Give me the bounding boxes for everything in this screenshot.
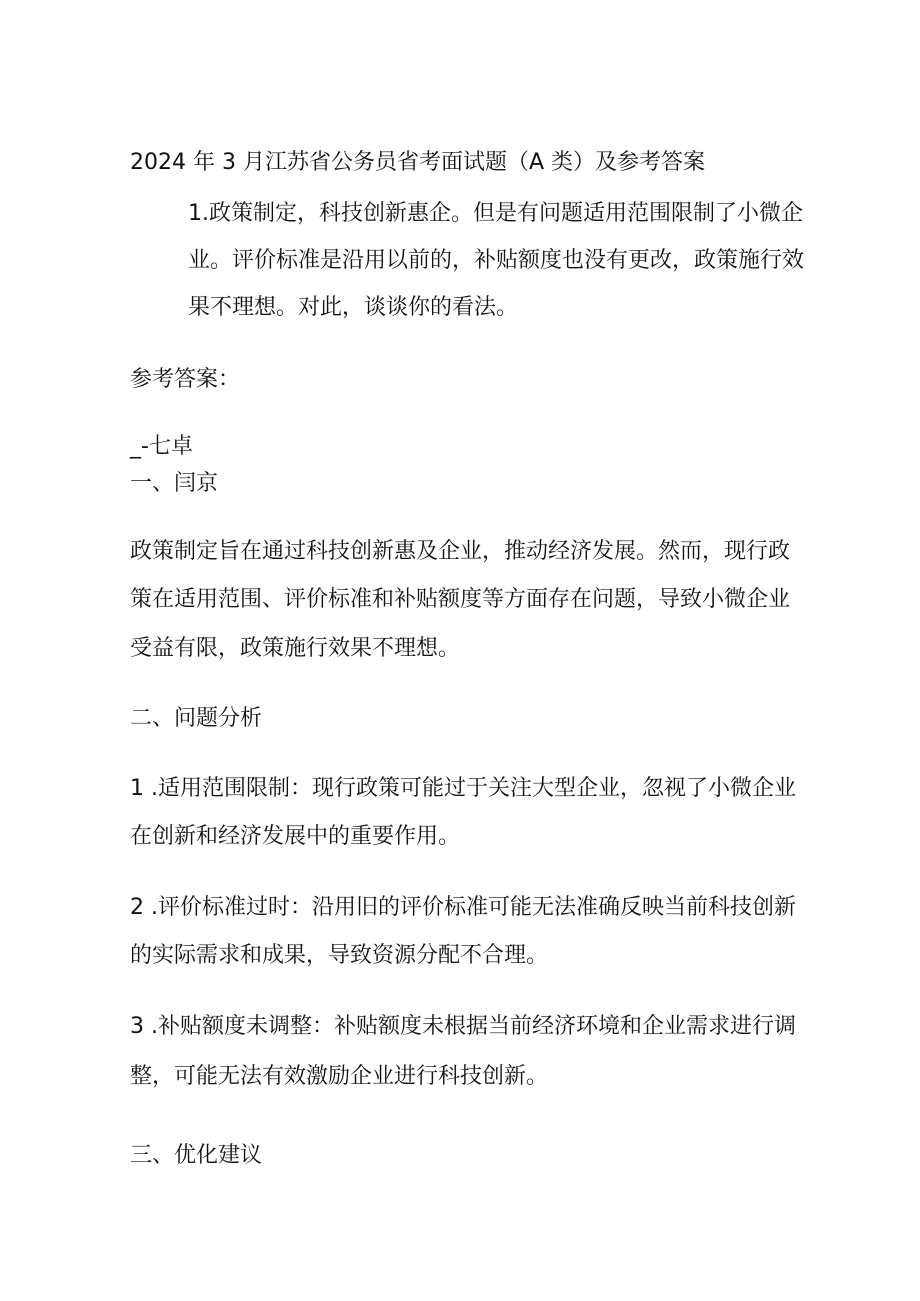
document-title: 2024 年 3 月江苏省公务员省考面试题（A 类）及参考答案 [130, 150, 706, 175]
paragraph-line: 在创新和经济发展中的重要作用。 [130, 824, 461, 849]
paragraph-line: 的实际需求和成果，导致资源分配不合理。 [130, 943, 549, 968]
paragraph-line: 受益有限，政策施行效果不理想。 [130, 636, 461, 661]
garbled-heading: _-七卓 [130, 434, 193, 459]
answer-label: 参考答案： [130, 367, 241, 392]
question-line: 1.政策制定，科技创新惠企。但是有问题适用范围限制了小微企 [188, 201, 803, 226]
question-line: 果不理想。对此，谈谈你的看法。 [188, 295, 519, 320]
section-heading: 二、问题分析 [130, 706, 263, 731]
paragraph-line: 3 .补贴额度未调整：补贴额度未根据当前经济环境和企业需求进行调 [130, 1014, 796, 1039]
paragraph-line: 政策制定旨在通过科技创新惠及企业，推动经济发展。然而，现行政 [130, 539, 791, 564]
section-heading: 三、优化建议 [130, 1143, 263, 1168]
paragraph-line: 整，可能无法有效激励企业进行科技创新。 [130, 1064, 549, 1089]
paragraph-line: 2 .评价标准过时：沿用旧的评价标准可能无法准确反映当前科技创新 [130, 895, 796, 920]
paragraph-line: 策在适用范围、评价标准和补贴额度等方面存在问题，导致小微企业 [130, 587, 791, 612]
paragraph-line: 1 .适用范围限制：现行政策可能过于关注大型企业，忽视了小微企业 [130, 776, 796, 801]
section-heading: 一、闫京 [130, 471, 219, 496]
question-line: 业。评价标准是沿用以前的，补贴额度也没有更改，政策施行效 [188, 248, 805, 273]
